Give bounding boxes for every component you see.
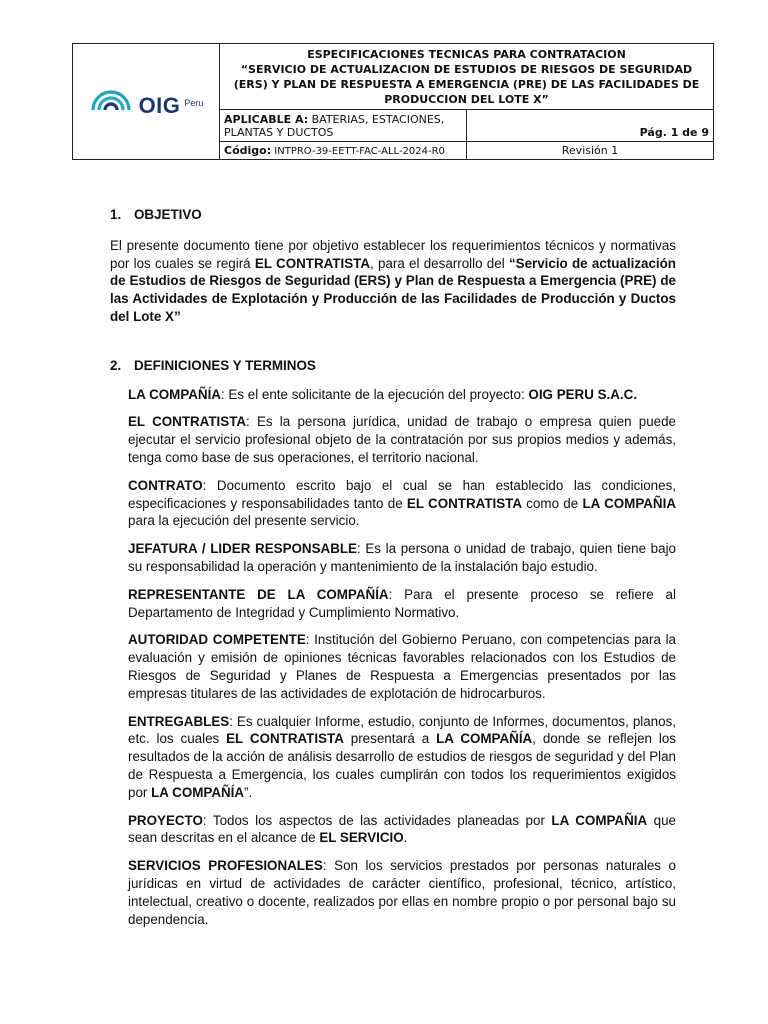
- definition-item: [128, 812, 676, 848]
- definition-strong: OIG PERU S.A.C.: [528, 386, 638, 402]
- definition-text: presentará a: [343, 731, 437, 747]
- definition-text: : Es cualquier Informe, estudio, conjunto de Informes, documentos, planos, etc. los cuales: [128, 713, 676, 747]
- applicable-value: BATERIAS, ESTACIONES, PLANTAS Y DUCTOS: [224, 113, 445, 139]
- definition-term: CONTRATO: [128, 477, 203, 493]
- definition-strong: LA COMPAÑIA: [582, 495, 676, 511]
- definition-text: : Para el presente proceso se refiere al Departamento de Integridad y Cumplimiento Normativo.: [128, 586, 676, 620]
- definition-strong: EL CONTRATISTA: [406, 495, 523, 511]
- definition-item: [128, 631, 676, 702]
- definition-text: objeto de la contratación por sus propios medios y además, tenga como base de sus operaciones, el territorio nacional.: [128, 432, 676, 465]
- objective-text: , para el desarrollo del: [370, 255, 509, 271]
- definition-item: [128, 857, 676, 928]
- definition-text: : Es el ente solicitante de la ejecución del proyecto:: [220, 386, 529, 402]
- logo-text: OIG: [138, 93, 181, 118]
- definition-term: AUTORIDAD COMPETENTE: [128, 632, 306, 648]
- definition-strong: LA COMPAÑÍA: [436, 731, 533, 747]
- definition-term: REPRESENTANTE DE LA COMPAÑÍA: [128, 586, 389, 602]
- definition-item: [128, 477, 676, 530]
- objective-text: El presente documento tiene por objetivo establecer los requerimientos técnicos y normativas por los cuales se regirá: [110, 237, 676, 271]
- definition-item: [128, 586, 676, 622]
- definition-term: LA COMPAÑÍA: [128, 386, 221, 402]
- logo-cell: [73, 44, 220, 160]
- code-value: INTPRO-39-EETT-FAC-ALL-2024-R0: [271, 145, 445, 157]
- section-number: 2.: [110, 357, 122, 373]
- definition-item: [128, 540, 676, 576]
- definition-term: JEFATURA / LIDER RESPONSABLE: [128, 541, 357, 557]
- applicable-label: APLICABLE A:: [224, 113, 309, 126]
- definition-text: : Es la persona jurídica, unidad de trabajo o empresa quien puede ejecutar el servicio profesional: [128, 414, 676, 448]
- definition-text: , donde se reflejen los resultados de la acción de análisis desarrollo de estudios de riesgos de seguridad y del Plan de Respuesta a Emergencia, los cuales cumplirán con todos los requerimientos exigidos por: [128, 731, 676, 800]
- section-number: 1.: [110, 207, 122, 222]
- definition-text: : Documento escrito bajo el cual se han establecido las condiciones, especificaciones y responsabilidades tanto de: [128, 477, 676, 511]
- service-title: “SERVICIO DE ACTUALIZACION DE ESTUDIOS DE RIESGOS DE SEGURIDAD (ERS) Y PLAN DE RESPUESTA A EMERGENCIA (PRE) DE LAS FACILIDADES DE PRODUCCION DEL LOTE X”: [233, 62, 700, 106]
- document-body: [110, 206, 676, 928]
- section-objective-heading: [110, 206, 676, 224]
- objective-paragraph: [110, 237, 676, 326]
- definition-item: [128, 713, 676, 802]
- definition-text: para la ejecución del presente servicio.: [128, 513, 360, 529]
- document-type-title: ESPECIFICACIONES TECNICAS PARA CONTRATACION: [307, 47, 626, 61]
- definition-strong: LA COMPAÑÍA: [151, 784, 245, 800]
- definition-strong: EL CONTRATISTA: [226, 731, 344, 747]
- definition-strong: LA COMPAÑIA: [551, 812, 648, 828]
- definitions-list: [128, 386, 676, 929]
- definition-term: SERVICIOS PROFESIONALES: [128, 858, 323, 874]
- definition-text: que sean descritas en el alcance de: [128, 812, 677, 846]
- definition-text: : Todos los aspectos de las actividades planeadas por: [202, 812, 552, 828]
- definition-strong: EL SERVICIO: [319, 830, 404, 846]
- code-label: Código:: [224, 143, 272, 157]
- section-title: OBJETIVO: [134, 207, 202, 222]
- definition-text: : Es la persona o unidad de trabajo, quien tiene bajo su responsabilidad la operación y mantenimiento de la instalación bajo estudio.: [128, 541, 676, 574]
- definition-term: ENTREGABLES: [128, 713, 230, 729]
- section-definitions-heading: [110, 357, 676, 375]
- definition-text: : Son los servicios prestados por personas naturales o jurídicas en virtud de actividades de carácter científico, profesional, técnico, artístico, intelectual, creativo o docente, realizados por ellas en nombre propio o por personal bajo su dependencia.: [128, 858, 676, 927]
- definition-item: [128, 413, 676, 466]
- definition-term: PROYECTO: [128, 812, 203, 828]
- document-title-cell: [220, 44, 714, 110]
- definition-item: [128, 386, 676, 404]
- section-title: DEFINICIONES Y TERMINOS: [134, 357, 316, 373]
- applicable-cell: [220, 110, 467, 142]
- document-header-table: [72, 43, 714, 160]
- company-logo: [89, 88, 204, 118]
- signal-waves-icon: [89, 88, 133, 112]
- code-cell: [220, 142, 467, 160]
- objective-service-name: “Servicio de actualización de Estudios de Riesgos de Seguridad (ERS) y Plan de Respuesta a Emergencia (PRE) de las Actividades de Explotación y Producción de las Facilidades de Producción y Ductos del Lote X”: [110, 255, 676, 324]
- definition-text: como de: [522, 495, 583, 511]
- definition-text: ”.: [244, 784, 253, 800]
- definition-text: : Institución del Gobierno Peruano, con competencias para la evaluación y emisión de opiniones técnicas favorables relacionados con los Estudios de Riesgos de Seguridad y Planes de Respuesta a Emergencias presentados por las empresas titulares de las actividades de explotación de hidrocarburos.: [128, 632, 676, 701]
- definition-text: .: [403, 830, 408, 846]
- revision: Revisión 1: [467, 142, 714, 160]
- objective-bold-term: EL CONTRATISTA: [254, 255, 370, 271]
- page-number: Pág. 1 de 9: [467, 110, 714, 142]
- definition-term: EL CONTRATISTA: [128, 414, 247, 430]
- logo-subtext: Peru: [184, 98, 204, 108]
